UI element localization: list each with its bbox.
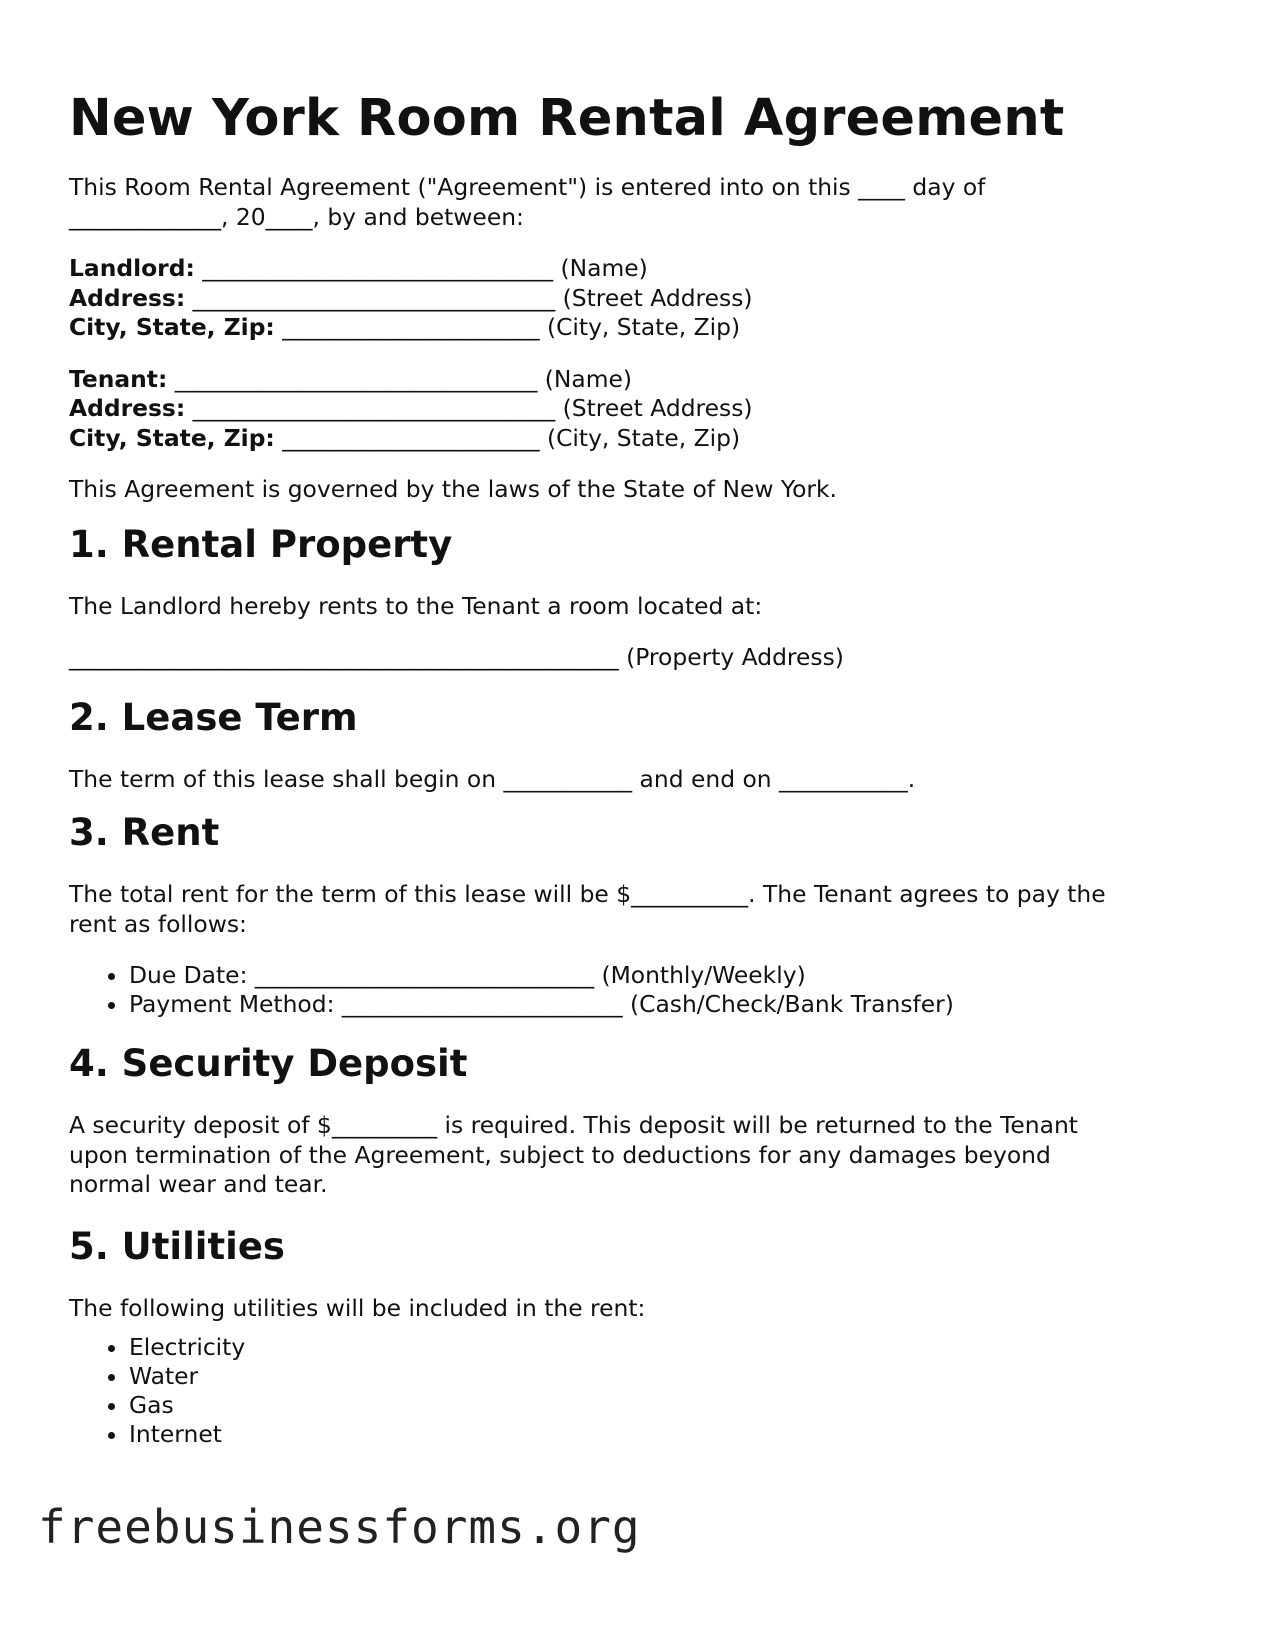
rent-text-line-2: rent as follows: [69,909,247,938]
landlord-address-field: _______________________________ (Street Address) [185,283,753,312]
landlord-address-label: Address: [69,283,186,312]
tenant-address-field: _______________________________ (Street Address) [185,394,753,422]
deposit-text-line-2: upon termination of the Agreement, subject to deductions for any damages beyond [69,1140,1051,1169]
rental-property-text: The Landlord hereby rents to the Tenant a room located at: [69,591,763,620]
deposit-text-line-3: normal wear and tear. [69,1170,328,1198]
landlord-city-label: City, State, Zip: [69,313,275,341]
list-item-payment-method: • Payment Method: ________________________ (Cash/Check/Bank Transfer) [129,990,1199,1019]
landlord-city-field: ______________________ (City, State, Zip) [274,313,741,341]
list-item-electricity: • Electricity [129,1333,1199,1362]
document-page [69,80,1199,1449]
section-heading-utilities: 5. Utilities [69,1224,285,1268]
tenant-city-row [69,424,1199,454]
utilities-list [69,1333,1199,1449]
landlord-city-row [69,313,1199,343]
intro-paragraph [69,173,1199,232]
section-heading-security-deposit: 4. Security Deposit [69,1042,468,1085]
lease-term-text: The term of this lease shall begin on ___________ and end on ___________. [69,764,916,793]
tenant-city-label: City, State, Zip: [69,423,275,452]
section-heading-rental-property: 1. Rental Property [69,522,453,566]
intro-line-2: _____________, 20____, by and between: [69,202,524,231]
intro-line-1: This Room Rental Agreement ("Agreement") is entered into on this ____ day of [69,173,986,201]
document-title: New York Room Rental Agreement [69,89,1065,148]
landlord-name-field: ______________________________ (Name) [194,254,648,282]
section-heading-lease-term: 2. Lease Term [69,695,358,739]
security-deposit-text [69,1111,1199,1200]
rent-text-line-1: The total rent for the term of this lease will be $__________. The Tenant agrees to pay the [69,880,1106,908]
list-item-water: • Water [129,1362,1199,1391]
rent-text [69,880,1199,939]
tenant-name-row [69,365,1199,395]
section-heading-rent: 3. Rent [69,811,220,854]
governing-law-text: This Agreement is governed by the laws of the State of New York. [69,475,837,503]
deposit-text-line-1: A security deposit of $_________ is required. This deposit will be returned to the Tenant [69,1111,1078,1139]
tenant-block [69,365,1199,454]
landlord-name-label: Landlord: [69,254,195,282]
tenant-address-label: Address: [69,394,186,422]
list-item-internet: • Internet [129,1420,1199,1449]
tenant-city-field: ______________________ (City, State, Zip) [274,423,741,452]
tenant-name-label: Tenant: [69,364,168,393]
landlord-name-row [69,254,1199,284]
tenant-name-field: _______________________________ (Name) [167,364,633,393]
list-item-due-date: • Due Date: _____________________________ (Monthly/Weekly) [129,961,1199,990]
rent-terms-list [69,961,1199,1019]
landlord-address-row [69,284,1199,314]
tenant-address-row [69,394,1199,424]
watermark-text: freebusinessforms.org [38,1500,641,1554]
list-item-gas: • Gas [129,1391,1199,1420]
property-address-field: _______________________________________________ (Property Address) [69,643,844,671]
utilities-text: The following utilities will be included in the rent: [69,1293,646,1322]
landlord-block [69,254,1199,343]
